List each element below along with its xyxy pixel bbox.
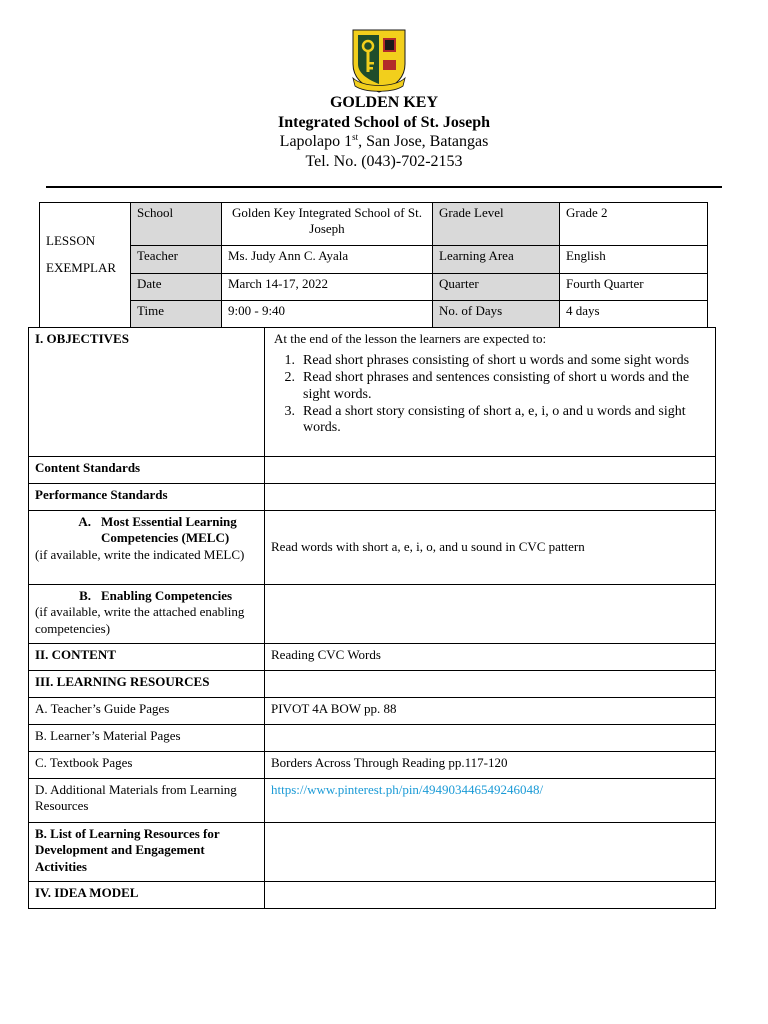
melc-value: Read words with short a, e, i, o, and u sound in CVC pattern xyxy=(265,511,716,585)
grade-level-value: Grade 2 xyxy=(560,203,708,246)
objective-text: Read a short story consisting of short a, e, i, o and u words and sight words. xyxy=(303,403,686,436)
objective-text: Read short phrases consisting of short u words and some sight words xyxy=(303,353,690,369)
enabling-number: B. xyxy=(79,588,91,603)
content-value: Reading CVC Words xyxy=(265,644,716,671)
objectives-intro: At the end of the lesson the learners are expected to: xyxy=(274,331,547,346)
school-label: School xyxy=(131,203,222,246)
quarter-label: Quarter xyxy=(433,274,560,301)
lesson-plan-table xyxy=(28,327,716,909)
objectives-cell xyxy=(265,328,716,457)
learners-material-value xyxy=(265,725,716,752)
additional-materials-link[interactable]: https://www.pinterest.ph/pin/494903446549246048/ xyxy=(271,782,544,797)
enabling-note: (if available, write the attached enabling competencies) xyxy=(35,604,245,636)
content-standards-value xyxy=(265,457,716,484)
objectives-label: I. OBJECTIVES xyxy=(29,328,265,457)
textbook-value: Borders Across Through Reading pp.117-120 xyxy=(265,752,716,779)
learning-area-label: Learning Area xyxy=(433,246,560,274)
school-address xyxy=(0,134,768,150)
address-pre: Lapolapo 1 xyxy=(279,133,353,150)
address-post: , San Jose, Batangas xyxy=(358,133,489,150)
performance-standards-label: Performance Standards xyxy=(29,484,265,511)
enabling-heading xyxy=(35,588,258,604)
teacher-label: Teacher xyxy=(131,246,222,274)
teachers-guide-label: A. Teacher’s Guide Pages xyxy=(29,698,265,725)
content-standards-label: Content Standards xyxy=(29,457,265,484)
learning-resources-list-value xyxy=(265,823,716,882)
melc-note: (if available, write the indicated MELC) xyxy=(35,546,245,562)
content-label: II. CONTENT xyxy=(29,644,265,671)
grade-level-label: Grade Level xyxy=(433,203,560,246)
address-sup: st xyxy=(352,132,359,142)
objective-item xyxy=(271,370,709,404)
idea-model-value xyxy=(265,882,716,909)
date-label: Date xyxy=(131,274,222,301)
days-value: 4 days xyxy=(560,301,708,328)
lesson-info-table xyxy=(39,202,708,328)
learners-material-label: B. Learner’s Material Pages xyxy=(29,725,265,752)
teacher-value: Ms. Judy Ann C. Ayala xyxy=(222,246,433,274)
melc-label xyxy=(29,511,265,585)
melc-title: Most Essential Learning Competencies (MELC) xyxy=(101,514,237,546)
quarter-value: Fourth Quarter xyxy=(560,274,708,301)
enabling-value xyxy=(265,585,716,644)
melc-number: A. xyxy=(78,514,91,529)
additional-materials-label: D. Additional Materials from Learning Resources xyxy=(29,779,265,823)
school-logo xyxy=(349,26,409,94)
objective-number: 1. xyxy=(284,353,295,369)
objective-item xyxy=(271,404,709,438)
additional-materials-cell xyxy=(265,779,716,823)
time-label: Time xyxy=(131,301,222,328)
objective-item xyxy=(271,353,709,370)
time-value: 9:00 - 9:40 xyxy=(222,301,433,328)
enabling-title: Enabling Competencies xyxy=(101,588,233,603)
school-value: Golden Key Integrated School of St. Joseph xyxy=(222,203,433,246)
lesson-exemplar-label xyxy=(40,203,131,328)
objective-number: 3. xyxy=(284,403,295,419)
idea-model-label: IV. IDEA MODEL xyxy=(29,882,265,909)
lesson-label-line2: EXEMPLAR xyxy=(46,260,117,275)
teachers-guide-value: PIVOT 4A BOW pp. 88 xyxy=(265,698,716,725)
school-name: GOLDEN KEY xyxy=(329,94,438,111)
learning-resources-list-label: B. List of Learning Resources for Development and Engagement Activities xyxy=(29,823,265,882)
enabling-label xyxy=(29,585,265,644)
school-telephone: Tel. No. (043)-702-2153 xyxy=(305,153,463,170)
resources-value xyxy=(265,671,716,698)
objective-number: 2. xyxy=(284,370,295,386)
lesson-label-line1: LESSON xyxy=(46,233,96,248)
objective-text: Read short phrases and sentences consisting of short u words and the sight words. xyxy=(303,370,690,402)
resources-label: III. LEARNING RESOURCES xyxy=(29,671,265,698)
header-divider xyxy=(46,186,722,188)
objectives-list xyxy=(271,353,709,437)
learning-area-value: English xyxy=(560,246,708,274)
date-value: March 14-17, 2022 xyxy=(222,274,433,301)
school-full-name: Integrated School of St. Joseph xyxy=(277,114,490,131)
textbook-label: C. Textbook Pages xyxy=(29,752,265,779)
days-label: No. of Days xyxy=(433,301,560,328)
melc-heading xyxy=(35,514,258,547)
performance-standards-value xyxy=(265,484,716,511)
